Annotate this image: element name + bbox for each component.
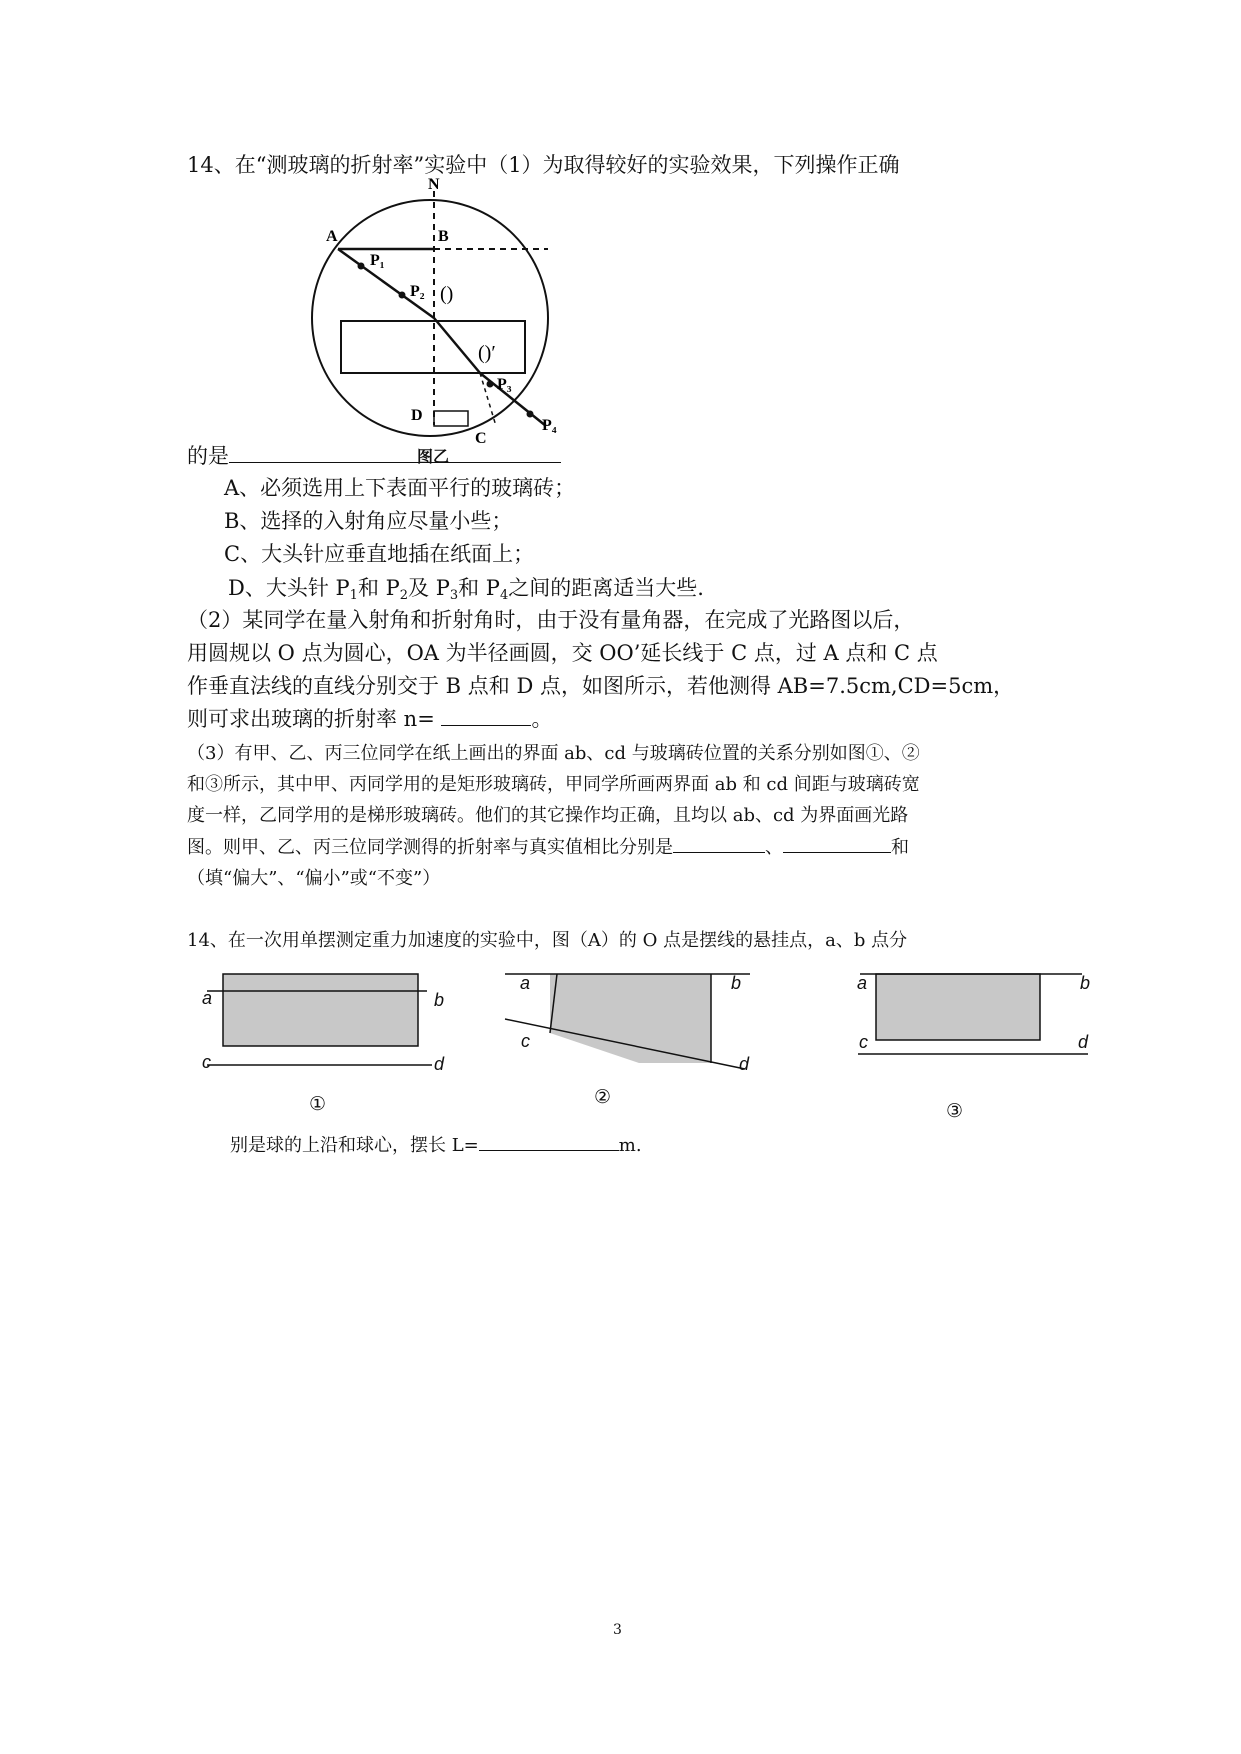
fig3-label-c: c <box>859 1032 868 1052</box>
fig2-caption: ② <box>594 1086 612 1108</box>
part3-line-4: 图。则甲、乙、丙三位同学测得的折射率与真实值相比分别是 <box>187 837 673 858</box>
figure-caption: 图乙 <box>417 447 450 466</box>
part3-fill-hint: （填“偏大”、“偏小”或“不变”） <box>187 868 441 889</box>
part2-line-2: 用圆规以 O 点为圆心，OA 为半径画圆，交 OO’延长线于 C 点，过 A 点和 C 点 <box>187 641 938 665</box>
fig3-label-a: a <box>857 973 868 993</box>
label-A: A <box>326 228 338 245</box>
part2-line-4: 则可求出玻璃的折射率 n= <box>187 707 435 731</box>
refraction-diagram <box>300 176 560 460</box>
label-B: B <box>438 228 449 245</box>
label-C: C <box>475 430 487 447</box>
fig3-label-d: d <box>1078 1032 1089 1052</box>
fig1-label-b: b <box>434 990 445 1010</box>
option-a: A、必须选用上下表面平行的玻璃砖； <box>224 476 576 500</box>
fig1-label-c: c <box>202 1052 211 1072</box>
label-P4: P₄ <box>542 417 557 434</box>
question-14b-stem: 14、在一次用单摆测定重力加速度的实验中，图（A）的 O 点是摆线的悬挂点，a、b 点分 <box>187 930 908 951</box>
label-O-prime: ()′ <box>478 342 496 364</box>
part3-line-1: （3）有甲、乙、丙三位同学在纸上画出的界面 ab、cd 与玻璃砖位置的关系分别如图①、② <box>187 743 920 764</box>
figure-3 <box>850 965 1110 1085</box>
label-P1: P₁ <box>370 252 385 269</box>
label-D: D <box>411 407 423 424</box>
fig3-caption: ③ <box>946 1100 964 1122</box>
option-d: D、大头针 $P_1$和 $P_2$及 $P_3$和 $P_4$之间的距离适当大些. <box>228 576 704 603</box>
part3-line-3: 度一样，乙同学用的是梯形玻璃砖。他们的其它操作均正确，且均以 ab、cd 为界面画光路 <box>187 805 909 826</box>
fig2-label-b: b <box>731 973 742 993</box>
option-c: C、大头针应垂直地插在纸面上； <box>224 542 535 566</box>
label-N: N <box>428 176 440 193</box>
figure-1 <box>195 965 455 1085</box>
answer-blank-1[interactable] <box>229 442 561 463</box>
label-O: () <box>440 283 454 305</box>
question-14-stem: 14、在“测玻璃的折射率”实验中（1）为取得较好的实验效果，下列操作正确 <box>187 153 900 177</box>
page-number: 3 <box>613 1622 622 1638</box>
option-b: B、选择的入射角应尽量小些； <box>224 509 513 533</box>
figure-2 <box>500 965 760 1085</box>
part2-line-1: （2）某同学在量入射角和折射角时，由于没有量角器，在完成了光路图以后， <box>187 608 915 632</box>
answer-blank-L[interactable] <box>479 1130 619 1151</box>
answer-blank-yi[interactable] <box>783 832 891 853</box>
question-14-stem-end: 的是 <box>187 444 229 468</box>
answer-blank-n[interactable] <box>441 705 531 726</box>
part3-line-2: 和③所示，其中甲、丙同学用的是矩形玻璃砖，甲同学所画两界面 ab 和 cd 间距与玻璃砖宽 <box>187 774 920 795</box>
fig2-label-d: d <box>739 1054 750 1074</box>
fig1-caption: ① <box>309 1093 327 1115</box>
fig2-label-a: a <box>520 973 531 993</box>
fig2-label-c: c <box>521 1031 530 1051</box>
label-P2: P₂ <box>410 283 425 300</box>
question-14b-continuation: 别是球的上沿和球心，摆长 L= <box>230 1135 479 1156</box>
fig3-label-b: b <box>1080 973 1091 993</box>
part2-line-3: 作垂直法线的直线分别交于 B 点和 D 点，如图所示，若他测得 AB=7.5cm,CD=5cm， <box>187 674 1015 698</box>
fig1-label-a: a <box>202 988 213 1008</box>
fig1-label-d: d <box>434 1054 445 1074</box>
label-P3: P₃ <box>497 376 512 393</box>
answer-blank-jia[interactable] <box>673 832 765 853</box>
